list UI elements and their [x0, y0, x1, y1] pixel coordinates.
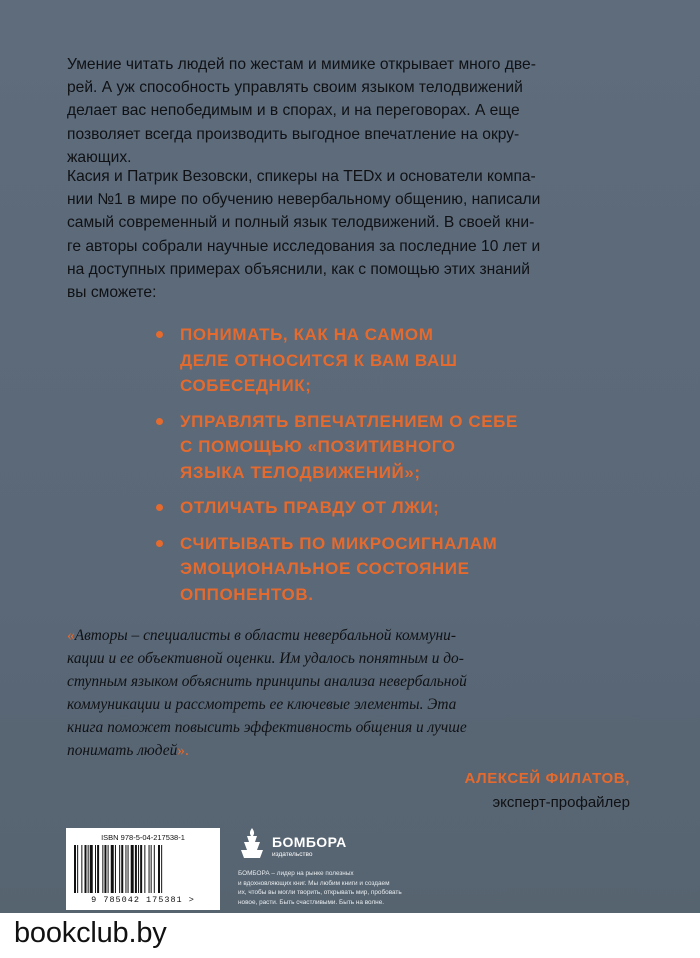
- authors-paragraph: [67, 165, 632, 304]
- blurb-line: их, чтобы вы могли творить, открывать мир, пробовать: [238, 889, 402, 896]
- benefit-item: [156, 531, 586, 608]
- barcode-bar: [85, 845, 87, 893]
- barcode-bar: [128, 845, 129, 893]
- signature-role: эксперт-профайлер: [492, 794, 630, 811]
- quote-line: коммуникации и рассмотреть ее ключевые элементы. Эта: [67, 696, 457, 713]
- publisher-name: БОМБОРА: [272, 834, 347, 850]
- benefit-line: ЯЗЫКА ТЕЛОДВИЖЕНИЙ»;: [180, 462, 421, 482]
- blurb-line: и вдохновляющих книг. Мы любим книги и создаем: [238, 879, 390, 887]
- open-quote-mark: «: [67, 627, 75, 644]
- barcode-bar: [77, 845, 78, 893]
- barcode-bar: [138, 845, 139, 893]
- blurb-line: БОМБОРА – лидер на рынке полезных: [238, 870, 354, 877]
- intro-line: делает вас непобедимым и в спорах, и на переговорах. А еще: [67, 102, 520, 120]
- barcode-bar: [88, 845, 89, 893]
- quote-text: понимать людей: [67, 742, 178, 759]
- publisher-logo: [238, 826, 438, 870]
- authors-line: Касия и Патрик Везовски, спикеры на TEDx и основатели компа-: [67, 168, 536, 185]
- barcode-bar: [121, 845, 123, 893]
- benefit-line: ОППОНЕНТОВ.: [180, 584, 314, 604]
- barcode-bar: [154, 845, 155, 893]
- barcode-digits: 9 785042 175381 >: [91, 895, 195, 905]
- barcode-bar: [81, 845, 82, 893]
- quote-line: книга поможет повысить эффективность общения и лучше: [67, 719, 467, 736]
- barcode-bar: [125, 845, 126, 893]
- barcode-bar: [111, 845, 114, 893]
- close-quote-mark: ».: [177, 742, 189, 759]
- barcode-bar: [97, 845, 99, 893]
- benefit-item: [156, 409, 586, 486]
- signature-name: АЛЕКСЕЙ ФИЛАТОВ,: [464, 770, 630, 787]
- benefit-line: ДЕЛЕ ОТНОСИТСЯ К ВАМ ВАШ: [180, 350, 458, 370]
- bullet-dot-icon: [156, 331, 163, 338]
- barcode-bar: [115, 845, 116, 893]
- benefits-list: [156, 322, 586, 617]
- authors-line: самый современный и полный язык телодвижений. В своей кни-: [67, 214, 535, 232]
- quote-line: [67, 739, 637, 762]
- barcode-bar: [74, 845, 76, 893]
- publisher-blurb: [238, 869, 438, 907]
- blurb-line: новое, расти. Быть счастливыми. Быть на волне.: [238, 898, 385, 906]
- barcode-bar: [149, 845, 150, 893]
- intro-line: позволяет всегда производить выгодное впечатление на окру-: [67, 125, 520, 143]
- intro-line: Умение читать людей по жестам и мимике открывает много две-: [67, 56, 536, 73]
- barcode-bar: [95, 845, 96, 893]
- benefit-line: СЧИТЫВАТЬ ПО МИКРОСИГНАЛАМ: [180, 533, 498, 553]
- publisher-emblem-icon: [238, 826, 266, 860]
- benefit-item: [156, 322, 586, 399]
- benefit-line: УПРАВЛЯТЬ ВПЕЧАТЛЕНИЕМ О СЕБЕ: [180, 411, 518, 431]
- barcode-bar: [131, 845, 134, 893]
- benefit-line: С ПОМОЩЬЮ «ПОЗИТИВНОГО: [180, 437, 456, 456]
- authors-line: на доступных примерах объяснили, как с помощью этих знаний: [67, 260, 530, 278]
- benefit-line: СОБЕСЕДНИК;: [180, 376, 312, 395]
- benefit-line: ОТЛИЧАТЬ ПРАВДУ ОТ ЛЖИ;: [180, 498, 440, 517]
- quote-line: [67, 624, 637, 647]
- bullet-dot-icon: [156, 504, 163, 511]
- isbn-label: ISBN 978-5-04-217538-1: [101, 833, 185, 842]
- benefit-line: ЭМОЦИОНАЛЬНОЕ СОСТОЯНИЕ: [180, 559, 470, 578]
- benefit-line: ПОНИМАТЬ, КАК НА САМОМ: [180, 325, 434, 344]
- intro-line: жающих.: [67, 148, 132, 166]
- quote-text: Авторы – специалисты в области невербальной коммуни-: [74, 627, 456, 644]
- bullet-dot-icon: [156, 418, 163, 425]
- site-watermark: bookclub.by: [14, 917, 167, 949]
- barcode-bar: [102, 845, 103, 893]
- benefit-item: [156, 495, 586, 521]
- watermark-footer: [0, 913, 700, 958]
- intro-line: рей. А уж способность управлять своим языком телодвижений: [67, 79, 523, 97]
- barcode-bar: [119, 845, 120, 893]
- barcode-bar: [158, 845, 160, 893]
- barcode-bar: [104, 845, 106, 893]
- authors-line: нии №1 в мире по обучению невербальному общению, написали: [67, 191, 541, 209]
- barcode: [66, 828, 220, 910]
- barcode-bar: [90, 845, 93, 893]
- quote-line: кации и ее объективной оценки. Им удалось понятным и до-: [67, 650, 464, 667]
- barcode-bar: [144, 845, 145, 893]
- barcode-bar: [151, 845, 152, 893]
- authors-line: вы сможете:: [67, 284, 157, 302]
- barcode-bars-icon: [74, 845, 212, 893]
- bullet-dot-icon: [156, 540, 163, 547]
- intro-paragraph: [67, 53, 632, 169]
- quote-line: ступным языком объяснить принципы анализа невербальной: [67, 673, 467, 690]
- barcode-bar: [161, 845, 162, 893]
- expert-quote: [67, 624, 637, 762]
- barcode-bar: [135, 845, 137, 893]
- barcode-bar: [140, 845, 142, 893]
- barcode-bar: [108, 845, 109, 893]
- authors-line: ге авторы собрали научные исследования за последние 10 лет и: [67, 237, 541, 255]
- publisher-subtitle: издательство: [272, 851, 313, 858]
